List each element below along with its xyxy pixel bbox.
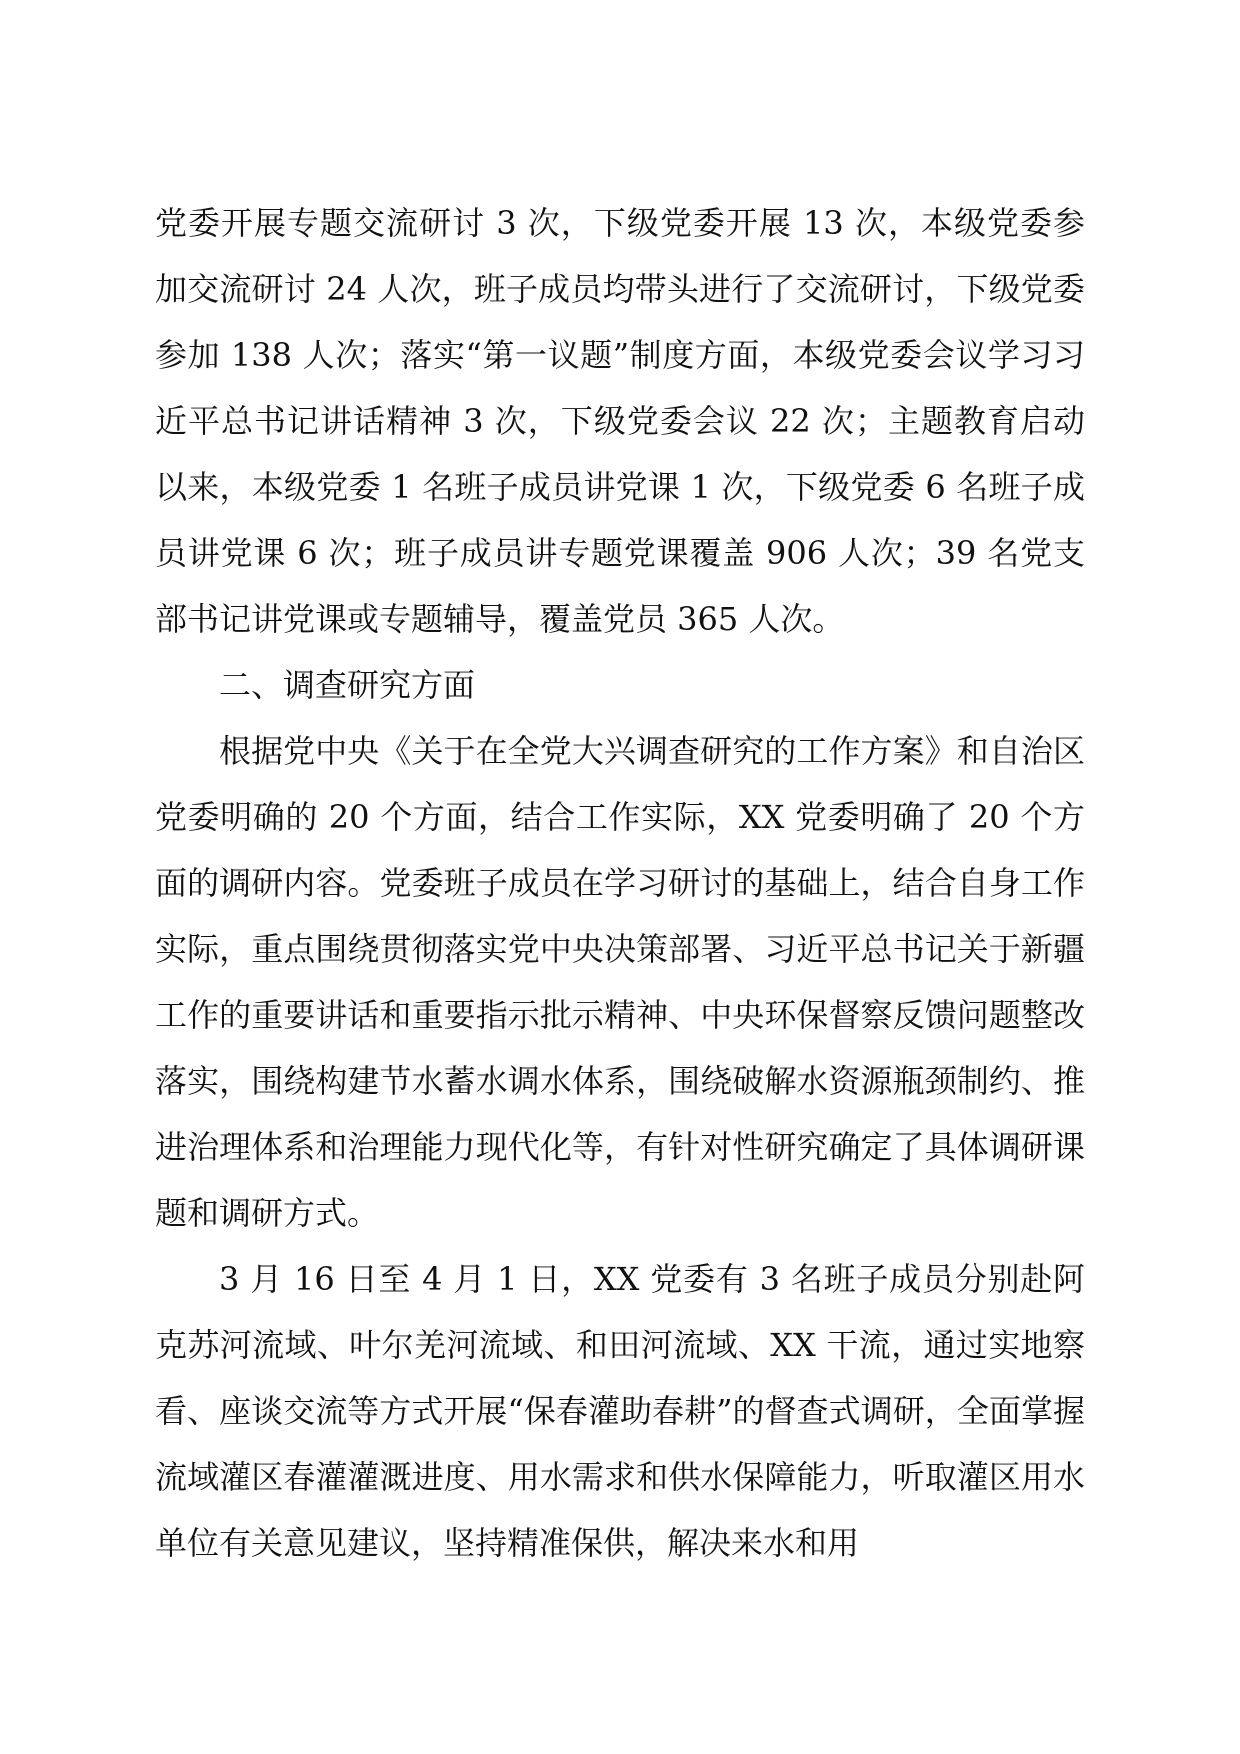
- document-page: [155, 190, 1085, 1576]
- paragraph-party-committee-stats: 党委开展专题交流研讨 3 次，下级党委开展 13 次，本级党委参加交流研讨 24 人次，班子成员均带头进行了交流研讨，下级党委参加 138 人次；落实“第一议题”制度方面，本级党委会议学习习近平总书记讲话精神 3 次，下级党委会议 22 次；主题教育启动以来，本级党委 1 名班子成员讲党课 1 次，下级党委 6 名班子成员讲党课 6 次；班子成员讲专题党课覆盖 906 人次；39 名党支部书记讲党课或专题辅导，覆盖党员 365 人次。: [155, 204, 1085, 638]
- section-heading-research: 二、调查研究方面: [219, 666, 476, 704]
- paragraph-field-survey: 3 月 16 日至 4 月 1 日，XX 党委有 3 名班子成员分别赴阿克苏河流域、叶尔羌河流域、和田河流域、XX 干流，通过实地察看、座谈交流等方式开展“保春灌助春耕”的督查式调研，全面掌握流域灌区春灌灌溉进度、用水需求和供水保障能力，听取灌区用水单位有关意见建议，坚持精准保供，解决来水和用: [155, 1260, 1085, 1562]
- paragraph-research-plan: 根据党中央《关于在全党大兴调查研究的工作方案》和自治区党委明确的 20 个方面，结合工作实际，XX 党委明确了 20 个方面的调研内容。党委班子成员在学习研讨的基础上，结合自身工作实际，重点围绕贯彻落实党中央决策部署、习近平总书记关于新疆工作的重要讲话和重要指示批示精神、中央环保督察反馈问题整改落实，围绕构建节水蓄水调水体系，围绕破解水资源瓶颈制约、推进治理体系和治理能力现代化等，有针对性研究确定了具体调研课题和调研方式。: [155, 732, 1085, 1232]
